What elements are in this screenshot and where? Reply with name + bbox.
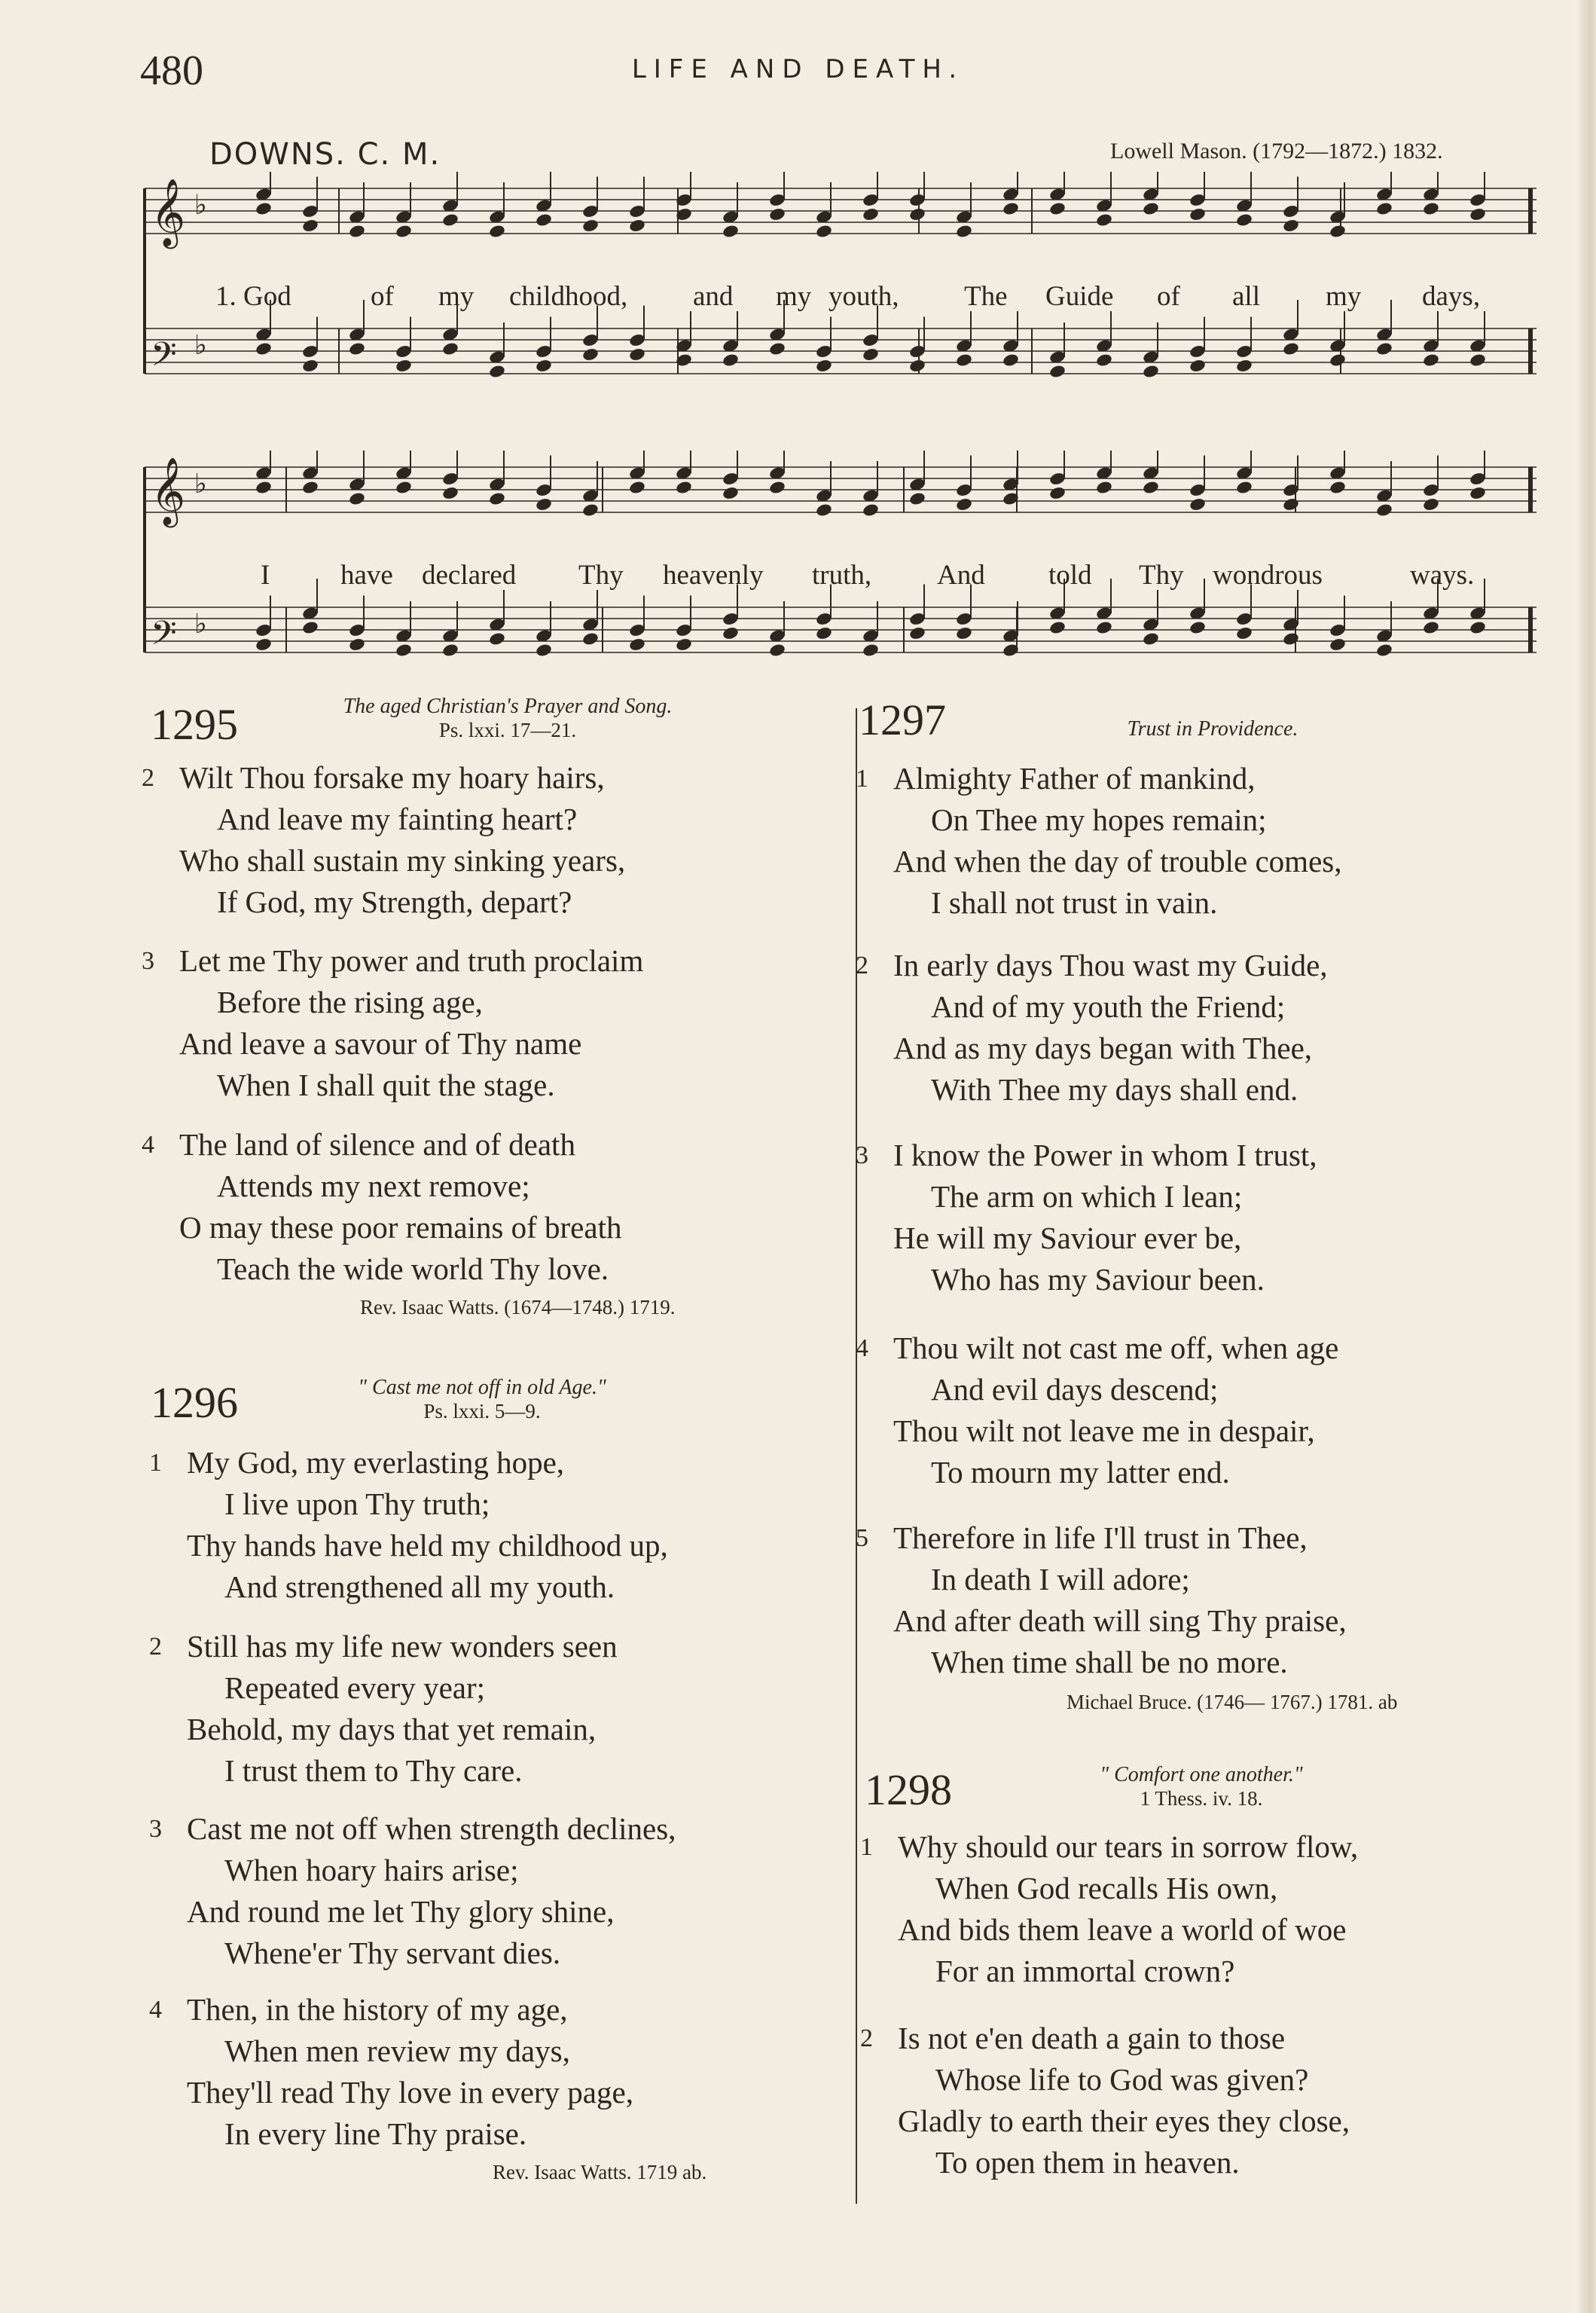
note-head: [488, 631, 506, 646]
lyric-syllable: heavenly: [663, 560, 764, 591]
note-head: [1469, 486, 1487, 501]
stanza-number: 4: [856, 1334, 868, 1362]
verse-line: Thou wilt not leave me in despair,: [893, 1413, 1315, 1448]
verse-line: The arm on which I lean;: [931, 1179, 1243, 1214]
note-head: [1282, 341, 1300, 356]
stanza: [149, 1989, 633, 2155]
note-head: [1422, 497, 1440, 512]
note-head: [395, 224, 413, 239]
note-head: [255, 637, 273, 652]
verse-line: O may these poor remains of breath: [179, 1210, 622, 1245]
flat-sign-icon: ♭: [194, 190, 207, 220]
note-head: [1469, 207, 1487, 222]
column-divider: [856, 708, 857, 2204]
lyric-syllable: and: [693, 281, 734, 312]
verse-line: When I shall quit the stage.: [217, 1068, 555, 1102]
note-head: [1329, 353, 1347, 368]
verse-line: And of my youth the Friend;: [931, 989, 1286, 1024]
note-head: [1048, 620, 1067, 635]
stanza-number: 3: [142, 947, 154, 975]
note-head: [1235, 480, 1253, 495]
bass-clef-icon: 𝄢: [151, 336, 177, 381]
stanza-number: 3: [856, 1141, 868, 1169]
hymn-title-text: The aged Christian's Prayer and Song.: [343, 695, 673, 718]
running-title: LIFE AND DEATH.: [631, 54, 965, 84]
note-head: [301, 359, 319, 374]
lyric-syllable: days,: [1422, 281, 1481, 312]
stanza-number: 1: [856, 765, 868, 793]
note-head: [1329, 637, 1347, 652]
verse-line: Whose life to God was given?: [935, 2062, 1309, 2097]
note-head: [581, 218, 600, 234]
hymn-title-text: Trust in Providence.: [1127, 717, 1298, 741]
verse-line: I shall not trust in vain.: [931, 885, 1218, 920]
verse-line: And evil days descend;: [931, 1372, 1219, 1407]
verse-line: And leave my fainting heart?: [217, 802, 578, 836]
verse-line: Why should our tears in sorrow flow,: [898, 1829, 1359, 1864]
verse-line: Who shall sustain my sinking years,: [179, 843, 626, 878]
hymn-number: 1296: [151, 1378, 238, 1427]
note-head: [1048, 364, 1067, 379]
note-head: [348, 491, 366, 506]
verse-line: Let me Thy power and truth proclaim: [179, 943, 644, 978]
verse-line: Is not e'en death a gain to those: [898, 2021, 1286, 2055]
note-head: [862, 207, 880, 222]
tune-name: DOWNS. C. M.: [209, 137, 441, 172]
note-head: [1282, 497, 1300, 512]
stanza: [856, 1328, 1339, 1493]
note-head: [862, 503, 880, 518]
verse-line: For an immortal crown?: [935, 1954, 1235, 1988]
note-head: [815, 503, 833, 518]
stanza-number: 2: [856, 952, 868, 979]
note-head: [535, 643, 553, 658]
note-head: [1095, 480, 1113, 495]
note-head: [815, 224, 833, 239]
note-head: [955, 497, 973, 512]
hymn-attribution: Michael Bruce. (1746— 1767.) 1781. ab: [1067, 1691, 1398, 1713]
verse-line: Repeated every year;: [224, 1670, 486, 1705]
lyric-syllable: declared: [422, 560, 517, 591]
note-head: [348, 224, 366, 239]
hymn-title: [259, 695, 756, 742]
lyric-syllable: childhood,: [509, 281, 628, 312]
stanza: [142, 940, 644, 1106]
verse-line: Thy hands have held my childhood up,: [187, 1528, 668, 1563]
lyric-syllable: my: [776, 281, 812, 312]
note-head: [301, 480, 319, 495]
verse-line: And strengthened all my youth.: [224, 1569, 615, 1604]
note-head: [395, 643, 413, 658]
verse-line: To mourn my latter end.: [931, 1455, 1230, 1490]
verse-line: And when the day of trouble comes,: [893, 844, 1342, 878]
note-head: [488, 224, 506, 239]
note-head: [955, 353, 973, 368]
hymn-title: [1039, 1763, 1363, 1810]
note-head: [768, 480, 786, 495]
verse-line: When God recalls His own,: [935, 1871, 1278, 1905]
lyric-syllable: Guide: [1045, 281, 1114, 312]
note-head: [1375, 503, 1393, 518]
note-head: [1282, 218, 1300, 234]
treble-clef-icon: 𝄞: [151, 179, 186, 245]
verse-line: Almighty Father of mankind,: [893, 761, 1256, 796]
lyric-syllable: of: [1157, 281, 1180, 312]
note-head: [815, 359, 833, 374]
note-head: [348, 637, 366, 652]
note-head: [441, 486, 459, 501]
lyric-syllable: The: [964, 281, 1008, 312]
stanza-number: 1: [860, 1833, 873, 1861]
note-head: [255, 341, 273, 356]
verse-line: When time shall be no more.: [931, 1645, 1288, 1679]
verse-line: On Thee my hopes remain;: [931, 802, 1267, 837]
note-head: [1142, 631, 1160, 646]
bass-clef-icon: 𝄢: [151, 615, 177, 660]
verse-line: Whene'er Thy servant dies.: [224, 1936, 561, 1970]
stanza: [142, 757, 626, 923]
hymn-reference: Ps. lxxi. 5—9.: [423, 1400, 541, 1422]
note-head: [908, 491, 926, 506]
lyric-syllable: truth,: [812, 560, 872, 591]
note-head: [628, 218, 646, 234]
note-head: [441, 212, 459, 228]
lyric-syllable: ways.: [1410, 560, 1475, 591]
note-head: [908, 626, 926, 641]
note-head: [722, 353, 740, 368]
stanza-number: 2: [860, 2024, 873, 2052]
verse-line: Thou wilt not cast me off, when age: [893, 1331, 1339, 1365]
verse-line: Before the rising age,: [217, 985, 483, 1019]
note-head: [768, 643, 786, 658]
verse-line: Who has my Saviour been.: [931, 1262, 1265, 1297]
note-head: [441, 341, 459, 356]
note-head: [1142, 480, 1160, 495]
verse-line: And after death will sing Thy praise,: [893, 1603, 1347, 1638]
verse-line: When men review my days,: [224, 2033, 570, 2068]
note-head: [1422, 353, 1440, 368]
lyric-syllable: I: [261, 560, 270, 591]
note-head: [1235, 212, 1253, 228]
note-head: [1189, 620, 1207, 635]
note-head: [1375, 643, 1393, 658]
stanza-number: 4: [142, 1131, 154, 1159]
note-head: [722, 486, 740, 501]
verse-line: Gladly to earth their eyes they close,: [898, 2104, 1350, 2138]
lyric-syllable: of: [371, 281, 394, 312]
verse-line: Teach the wide world Thy love.: [217, 1251, 609, 1286]
note-head: [722, 626, 740, 641]
note-head: [675, 637, 693, 652]
verse-line: To open them in heaven.: [935, 2145, 1240, 2180]
verse-line: And round me let Thy glory shine,: [187, 1894, 615, 1929]
verse-line: In early days Thou wast my Guide,: [893, 948, 1328, 982]
note-head: [1469, 620, 1487, 635]
lyric-syllable: youth,: [829, 281, 899, 312]
note-head: [1375, 201, 1393, 216]
note-head: [908, 359, 926, 374]
verse-line: And bids them leave a world of woe: [898, 1912, 1347, 1947]
stanza-number: 5: [856, 1524, 868, 1552]
stanza-number: 2: [149, 1633, 162, 1661]
note-head: [535, 212, 553, 228]
stanza: [856, 758, 1342, 924]
note-head: [1375, 341, 1393, 356]
stanza-number: 1: [149, 1449, 162, 1477]
note-head: [1189, 497, 1207, 512]
hymn-attribution: Rev. Isaac Watts. (1674—1748.) 1719.: [360, 1296, 676, 1318]
note-head: [488, 491, 506, 506]
note-head: [395, 359, 413, 374]
note-head: [395, 480, 413, 495]
hymn-attribution: Rev. Isaac Watts. 1719 ab.: [493, 2161, 707, 2183]
verse-line: Therefore in life I'll trust in Thee,: [893, 1520, 1308, 1555]
note-head: [581, 503, 600, 518]
note-head: [1048, 201, 1067, 216]
note-head: [1469, 353, 1487, 368]
note-head: [955, 626, 973, 641]
note-head: [301, 620, 319, 635]
verse-line: They'll read Thy love in every page,: [187, 2075, 633, 2110]
note-head: [1235, 626, 1253, 641]
hymn-title-text: " Cast me not off in old Age.": [358, 1376, 606, 1399]
verse-line: I know the Power in whom I trust,: [893, 1138, 1317, 1172]
stanza-number: 2: [142, 764, 154, 792]
hymn-number: 1295: [151, 700, 238, 749]
verse-line: I trust them to Thy care.: [224, 1753, 523, 1788]
verse-line: The land of silence and of death: [179, 1127, 575, 1162]
note-head: [1329, 224, 1347, 239]
lyric-syllable: told: [1048, 560, 1092, 591]
note-head: [301, 218, 319, 234]
stanza: [860, 1826, 1359, 1992]
verse-line: And as my days began with Thee,: [893, 1031, 1313, 1065]
note-head: [862, 643, 880, 658]
verse-line: With Thee my days shall end.: [931, 1072, 1298, 1107]
verse-line: Behold, my days that yet remain,: [187, 1712, 597, 1746]
flat-sign-icon: ♭: [194, 469, 207, 499]
hymn-number: 1297: [859, 695, 946, 744]
note-head: [348, 341, 366, 356]
flat-sign-icon: ♭: [194, 330, 207, 360]
note-head: [1142, 201, 1160, 216]
note-head: [1142, 364, 1160, 379]
stanza: [856, 1135, 1317, 1300]
note-head: [628, 637, 646, 652]
hymn-title: [286, 1376, 678, 1423]
note-head: [675, 480, 693, 495]
note-head: [1048, 486, 1067, 501]
note-head: [255, 201, 273, 216]
note-head: [768, 341, 786, 356]
verse-line: He will my Saviour ever be,: [893, 1221, 1242, 1255]
lyric-syllable: And: [937, 560, 985, 591]
note-head: [628, 347, 646, 362]
note-head: [255, 480, 273, 495]
lyric-syllable: have: [340, 560, 393, 591]
verse-line: My God, my everlasting hope,: [187, 1445, 565, 1480]
stanza: [142, 1124, 622, 1290]
stanza-number: 4: [149, 1996, 162, 2024]
note-head: [1282, 631, 1300, 646]
note-head: [535, 497, 553, 512]
stanza: [860, 2018, 1350, 2183]
treble-clef-icon: 𝄞: [151, 458, 186, 524]
note-head: [535, 359, 553, 374]
hymn-title: [1039, 717, 1386, 741]
lyric-syllable: wondrous: [1213, 560, 1323, 591]
verse-line: And leave a savour of Thy name: [179, 1026, 582, 1061]
lyric-syllable: 1. God: [215, 281, 291, 312]
lyric-syllable: Thy: [578, 560, 624, 591]
note-head: [1189, 359, 1207, 374]
stanza: [149, 1626, 618, 1792]
hymn-reference: Ps. lxxi. 17—21.: [438, 719, 577, 741]
stanza: [856, 1517, 1347, 1683]
stanza: [149, 1442, 668, 1608]
note-head: [1422, 620, 1440, 635]
hymn-reference: 1 Thess. iv. 18.: [1140, 1787, 1263, 1810]
note-head: [441, 643, 459, 658]
stanza: [149, 1808, 676, 1974]
note-head: [1329, 480, 1347, 495]
note-head: [722, 224, 740, 239]
verse-line: Wilt Thou forsake my hoary hairs,: [179, 760, 605, 795]
verse-line: If God, my Strength, depart?: [217, 885, 572, 919]
note-head: [768, 207, 786, 222]
verse-line: Cast me not off when strength declines,: [187, 1811, 676, 1846]
note-head: [1095, 212, 1113, 228]
stanza: [856, 945, 1328, 1111]
note-head: [1002, 353, 1020, 368]
verse-line: In death I will adore;: [931, 1562, 1190, 1596]
verse-line: In every line Thy praise.: [224, 2116, 527, 2151]
tune-credit: Lowell Mason. (1792—1872.) 1832.: [1110, 139, 1443, 163]
note-head: [1189, 207, 1207, 222]
stanza-number: 3: [149, 1815, 162, 1843]
verse-line: Then, in the history of my age,: [187, 1992, 568, 2027]
note-head: [488, 364, 506, 379]
verse-line: When hoary hairs arise;: [224, 1853, 519, 1887]
note-head: [581, 347, 600, 362]
note-head: [815, 626, 833, 641]
note-head: [908, 207, 926, 222]
page-edge: [1576, 0, 1596, 2313]
note-head: [1235, 359, 1253, 374]
note-head: [628, 480, 646, 495]
note-head: [1095, 353, 1113, 368]
lyric-syllable: Thy: [1139, 560, 1184, 591]
verse-line: Attends my next remove;: [217, 1169, 530, 1203]
lyric-syllable: my: [438, 281, 475, 312]
page-number: 480: [140, 47, 203, 94]
note-head: [1422, 201, 1440, 216]
hymn-title-text: " Comfort one another.": [1100, 1763, 1303, 1786]
lyric-syllable: my: [1326, 281, 1362, 312]
note-head: [1095, 620, 1113, 635]
note-head: [955, 224, 973, 239]
verse-line: Still has my life new wonders seen: [187, 1629, 618, 1664]
hymn-number: 1298: [865, 1765, 952, 1814]
note-head: [581, 631, 600, 646]
lyric-syllable: all: [1232, 281, 1260, 312]
verse-line: I live upon Thy truth;: [224, 1486, 490, 1521]
note-head: [1002, 201, 1020, 216]
note-head: [862, 347, 880, 362]
flat-sign-icon: ♭: [194, 609, 207, 639]
